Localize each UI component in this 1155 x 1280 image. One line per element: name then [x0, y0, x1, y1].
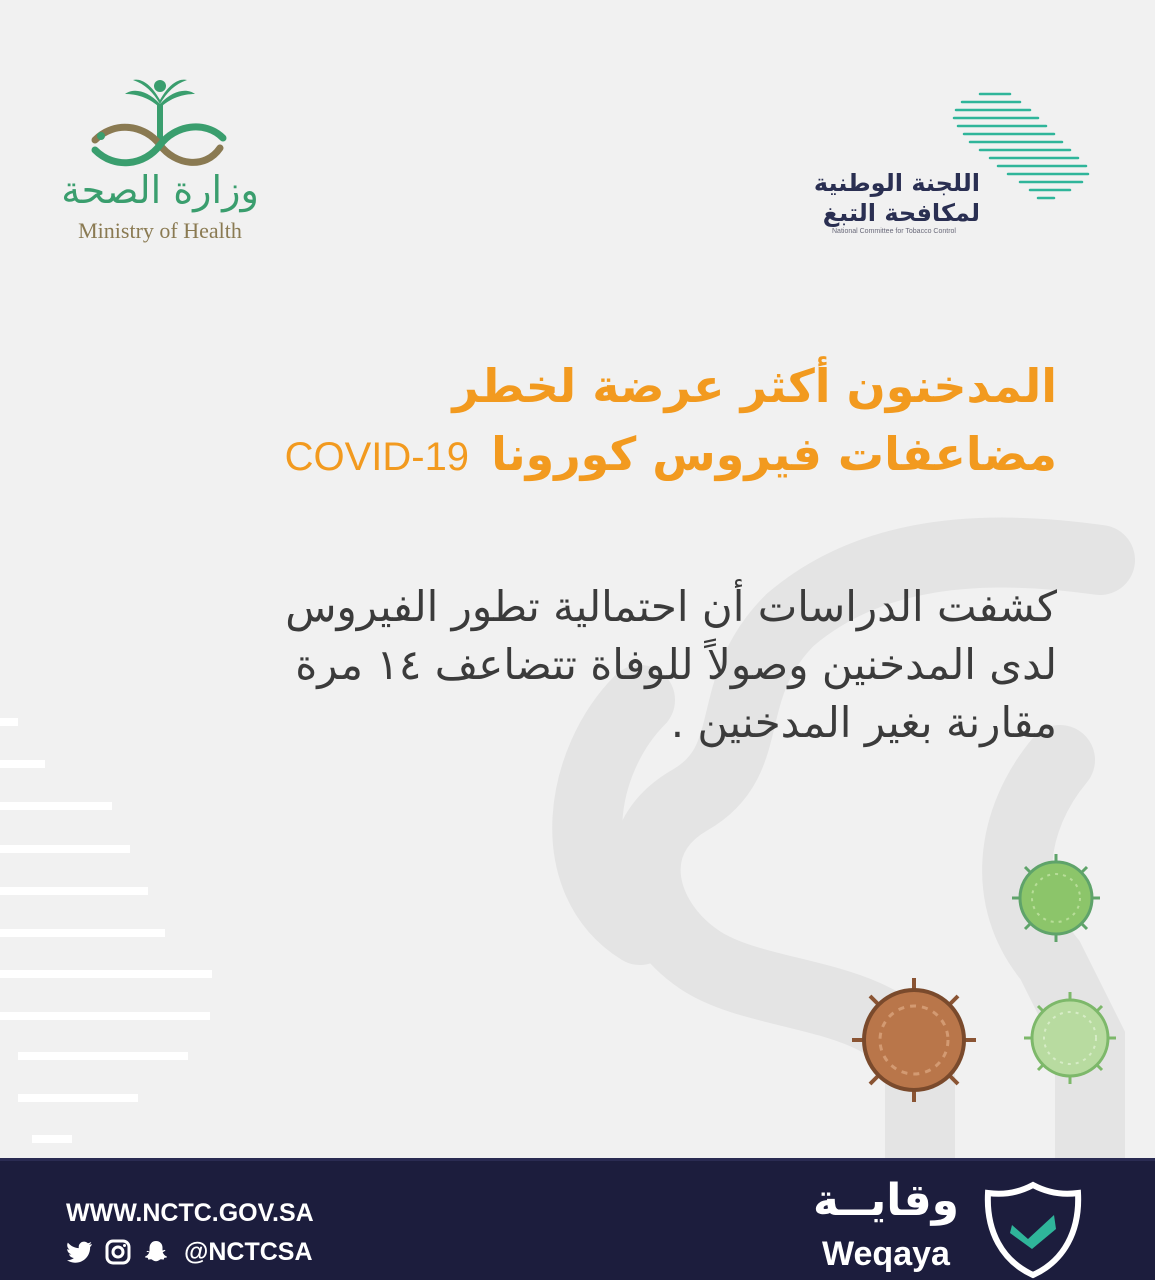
virus-green-icon [1012, 854, 1100, 942]
weqaya-shield-icon [982, 1181, 1084, 1279]
snapchat-icon[interactable] [142, 1238, 170, 1266]
website-link[interactable]: WWW.NCTC.GOV.SA [66, 1199, 314, 1227]
nctc-english-name: National Committee for Tobacco Control [832, 228, 956, 235]
social-links [66, 1237, 313, 1267]
virus-brown-icon [852, 978, 976, 1102]
nctc-arabic-name [760, 168, 980, 228]
headline-line2-text: مضاعفات فيروس كورونا [491, 427, 1057, 481]
headline [157, 352, 1057, 491]
social-handle[interactable]: @NCTCSA [184, 1237, 313, 1266]
twitter-icon[interactable] [66, 1238, 94, 1266]
body-line3: مقارنة بغير المدخنين . [670, 698, 1057, 747]
covid-label: COVID-19 [284, 435, 470, 479]
headline-line1: المدخنون أكثر عرضة لخطر [452, 359, 1057, 413]
body-line2: لدى المدخنين وصولاً للوفاة تتضاعف ١٤ مرة [295, 640, 1057, 689]
moh-arabic-name: وزارة الصحة [61, 168, 259, 212]
weqaya-english-wordmark: Weqaya [822, 1235, 950, 1273]
body-paragraph [77, 578, 1057, 752]
headline-line2 [157, 420, 1057, 491]
weqaya-arabic-wordmark: وقايــة [813, 1175, 959, 1226]
instagram-icon[interactable] [104, 1238, 132, 1266]
nctc-arabic-line1: اللجنة الوطنية [813, 169, 980, 197]
body-line1: كشفت الدراسات أن احتمالية تطور الفيروس [285, 582, 1057, 631]
nctc-arabic-line2: لمكافحة التبغ [822, 199, 980, 227]
footer-bar [0, 1158, 1155, 1280]
speed-stripes [0, 718, 212, 1143]
moh-english-name: Ministry of Health [78, 218, 242, 243]
